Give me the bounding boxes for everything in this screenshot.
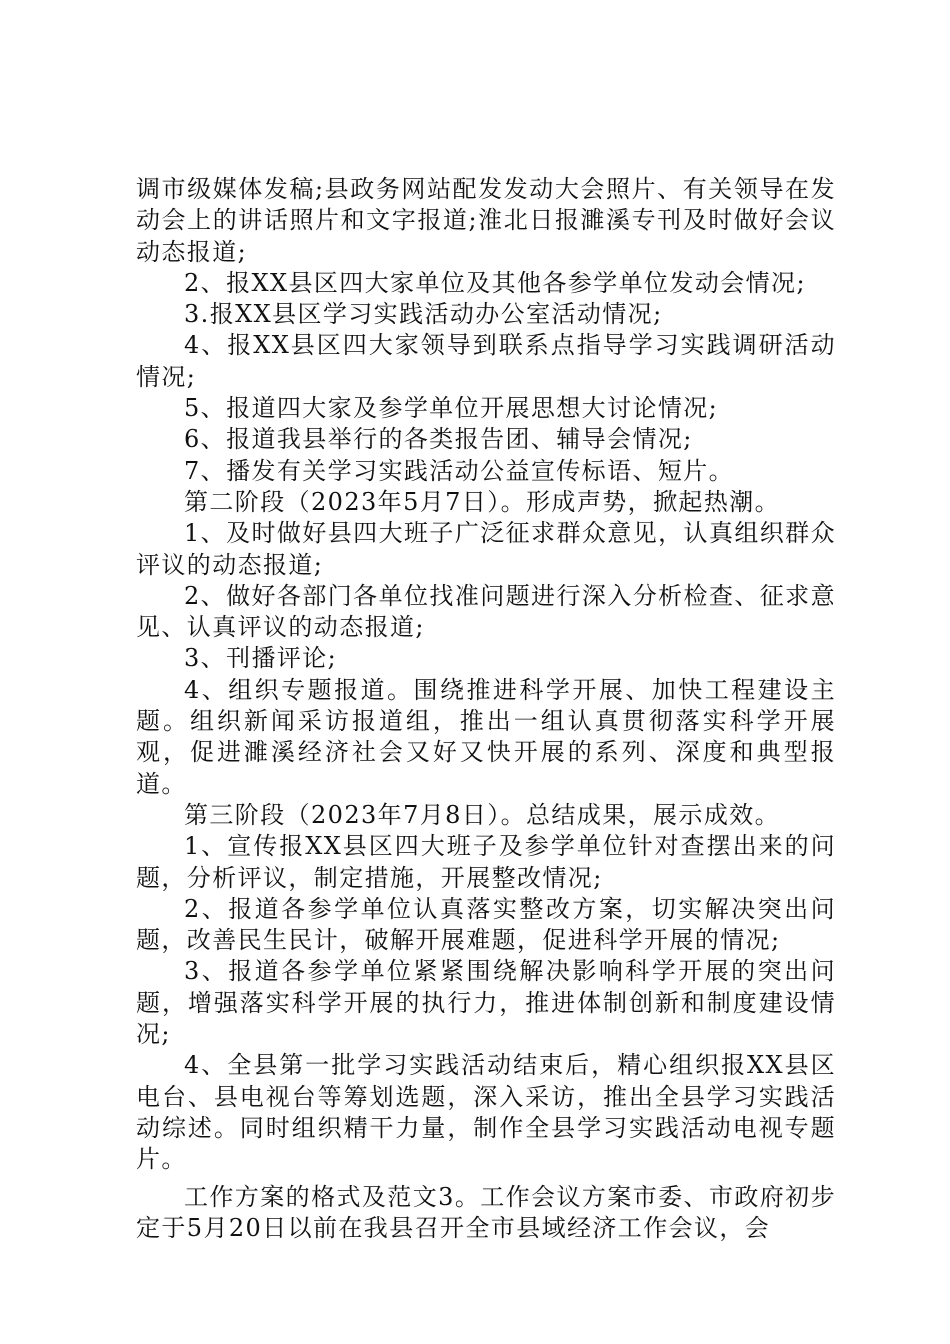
closing-paragraph: 工作方案的格式及范文3。工作会议方案市委、市政府初步定于5月20日以前在我县召开全市县域经济工作会议，会: [136, 1182, 836, 1242]
stage-three-heading: 第三阶段（2023年7月8日）。总结成果，展示成效。: [184, 800, 781, 829]
document-body: [136, 174, 836, 1244]
stage-three-item-2: 2、报道各参学单位认真落实整改方案，切实解决突出问题，改善民生民计，破解开展难题，促进科学开展的情况;: [136, 894, 836, 955]
stage-two-item-1: 1、及时做好县四大班子广泛征求群众意见，认真组织群众评议的动态报道;: [136, 519, 836, 579]
paragraph-item-7: 7、播发有关学习实践活动公益宣传标语、短片。: [184, 456, 735, 485]
paragraph-item-2: 2、报XX县区四大家单位及其他各参学单位发动会情况;: [184, 268, 806, 297]
paragraph-item-4: 4、报XX县区四大家领导到联系点指导学习实践调研活动情况;: [136, 331, 836, 391]
stage-two-item-4: 4、组织专题报道。围绕推进科学开展、加快工程建设主题。组织新闻采访报道组，推出一组认真贯彻落实科学开展观，促进濉溪经济社会又好又快开展的系列、深度和典型报道。: [136, 675, 836, 798]
stage-three-item-1: 1、宣传报XX县区四大班子及参学单位针对查摆出来的问题，分析评议，制定措施，开展整改情况;: [136, 832, 836, 892]
paragraph-item-6: 6、报道我县举行的各类报告团、辅导会情况;: [184, 425, 693, 454]
stage-two-item-3: 3、刊播评论;: [184, 644, 338, 673]
stage-two-item-2: 2、做好各部门各单位找准问题进行深入分析检查、征求意见、认真评议的动态报道;: [136, 581, 836, 642]
paragraph-item-3: 3.报XX县区学习实践活动办公室活动情况;: [184, 300, 663, 329]
stage-three-item-3: 3、报道各参学单位紧紧围绕解决影响科学开展的突出问题，增强落实科学开展的执行力，推进体制创新和制度建设情况;: [136, 957, 836, 1049]
paragraph-item-5: 5、报道四大家及参学单位开展思想大讨论情况;: [184, 394, 719, 423]
stage-three-item-4: 4、全县第一批学习实践活动结束后，精心组织报XX县区电台、县电视台等筹划选题，深入采访，推出全县学习实践活动综述。同时组织精干力量，制作全县学习实践活动电视专题片。: [136, 1051, 836, 1174]
paragraph-continuation: 调市级媒体发稿;县政务网站配发发动大会照片、有关领导在发动会上的讲话照片和文字报道;淮北日报濉溪专刊及时做好会议动态报道;: [136, 175, 836, 266]
stage-two-heading: 第二阶段（2023年5月7日）。形成声势，掀起热潮。: [184, 487, 781, 516]
